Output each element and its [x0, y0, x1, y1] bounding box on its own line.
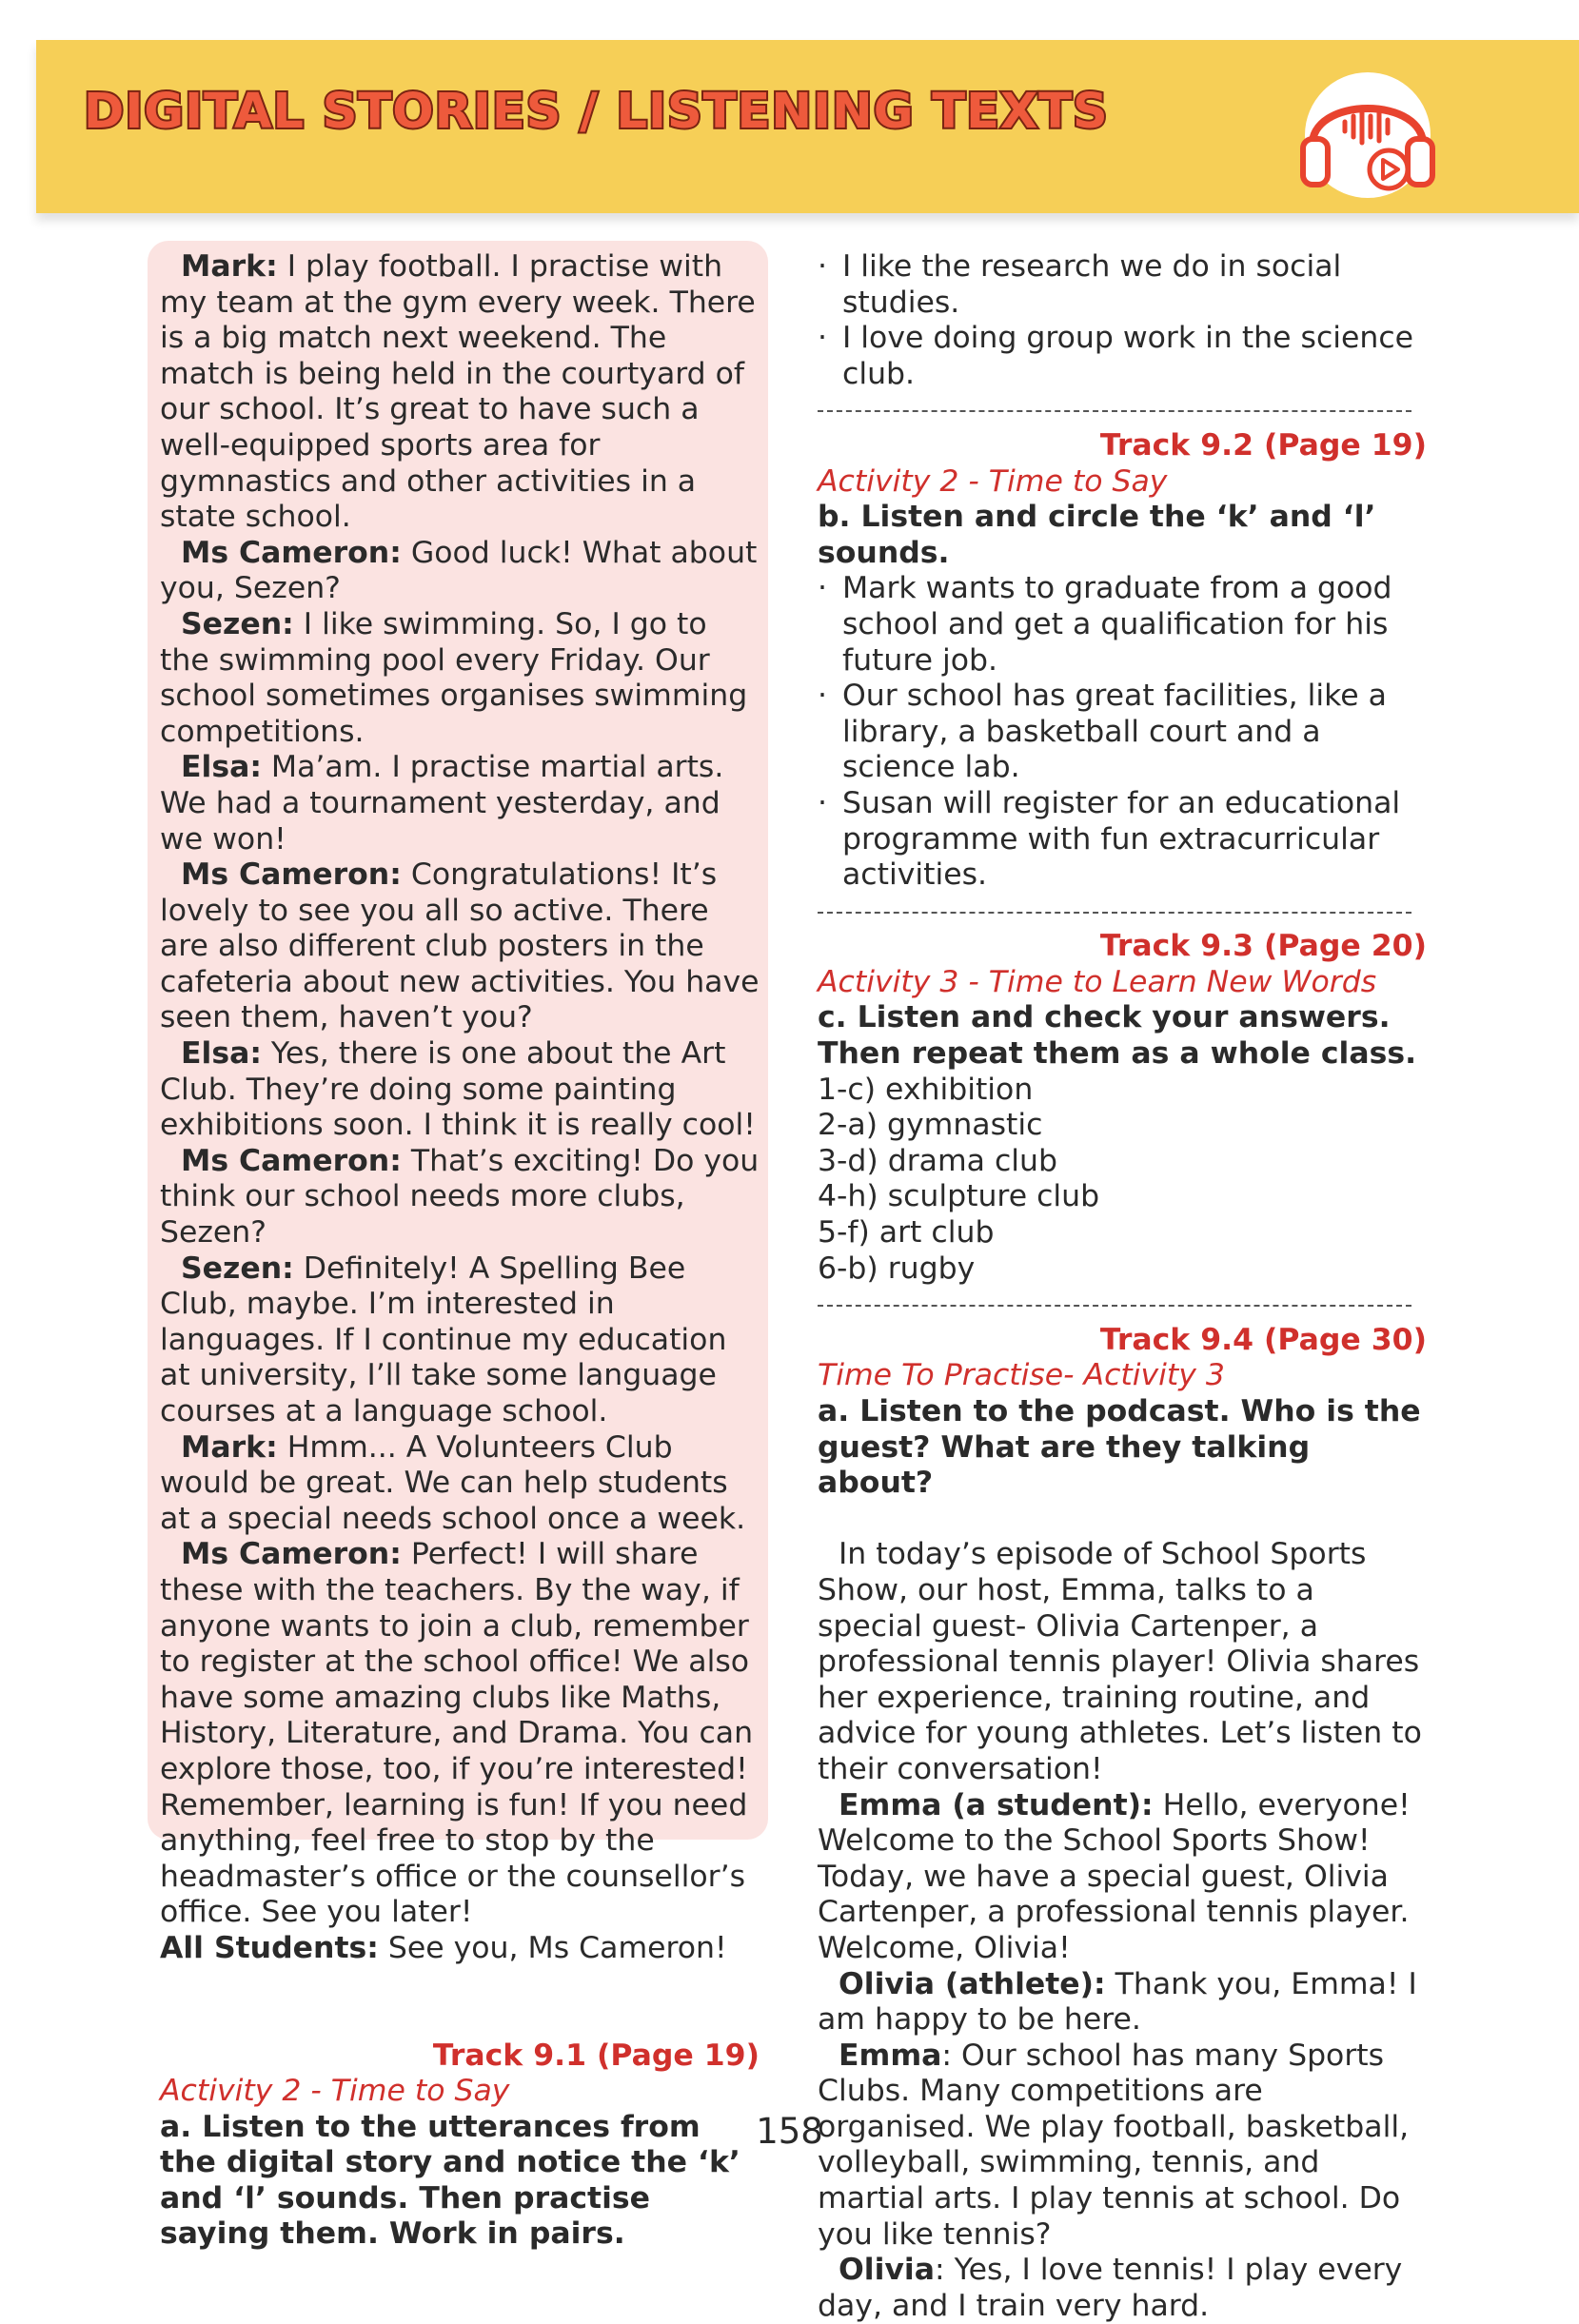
speaker-name: Emma: [839, 2038, 942, 2073]
activity-title: Activity 3 - Time to Learn New Words: [818, 964, 1377, 999]
story-text: Perfect! I will share these with the teachers. By the way, if anyone wants to join a club, remember to register at the school office! We also have some amazing clubs like Maths, History, Literature, and Drama. You can explore those, too, if you’re interested! Remember, learning is fun! If you need anything, feel free to stop by the headmaster’s office or the counsellor’s office. See you later!: [160, 1537, 754, 1930]
track-label: Track 9.1 (Page 19): [432, 2038, 760, 2073]
story-line: [160, 1144, 760, 1251]
speaker-name: Ms Cameron:: [181, 1537, 402, 1572]
story-line: [160, 1931, 760, 1967]
activity-title: Activity 2 - Time to Say: [160, 2074, 510, 2109]
dashed-divider: [818, 392, 1427, 428]
speaker-name: Elsa:: [181, 750, 262, 785]
track-label: Track 9.3 (Page 20): [1099, 929, 1427, 964]
page-title: DIGITAL STORIES / LISTENING TEXTS: [84, 84, 1109, 140]
dashed-divider: [818, 894, 1427, 930]
story-text: Congratulations! It’s lovely to see you all so active. There are also different club posters in the cafeteria about new activities. You have seen them, haven’t you?: [160, 857, 760, 1035]
story-line: [818, 1788, 1427, 1967]
answer-item: 2-a) gymnastic: [818, 1108, 1043, 1143]
story-line: [160, 1251, 760, 1430]
answer-item: 1-c) exhibition: [818, 1072, 1034, 1107]
story-text: I play football. I practise with my team at the gym every week. There is a big match next weekend. The match is being held in the courtyard of our school. It’s great to have such a well-equipped sports area for gymnastics and other activities in a state school.: [160, 249, 756, 535]
story-line: [160, 857, 760, 1036]
speaker-name: All Students:: [160, 1930, 379, 1965]
story-text: I like swimming. So, I go to the swimming pool every Friday. Our school sometimes organises swimming competitions.: [160, 606, 748, 749]
activity-title: Time To Practise- Activity 3: [818, 1358, 1225, 1393]
list-item: · Our school has great facilities, like a library, a basketball court and a science lab.: [818, 679, 1387, 785]
speaker-name: Mark:: [181, 249, 278, 284]
story-line: [160, 1430, 760, 1538]
story-text: See you, Ms Cameron!: [378, 1930, 727, 1965]
speaker-name: Olivia: [839, 2253, 935, 2288]
speaker-name: Elsa:: [181, 1036, 262, 1072]
story-text: Definitely! A Spelling Bee Club, maybe. I’m interested in languages. If I continue my education at university, I’ll take some language courses at a language school.: [160, 1251, 727, 1428]
headphone-play-icon: [1290, 61, 1451, 204]
activity-instruction: a. Listen to the podcast. Who is the guest? What are they talking about?: [818, 1394, 1421, 1501]
list-item: · Susan will register for an educational programme with fun extracurricular activities.: [818, 785, 1401, 893]
speaker-name: Olivia (athlete):: [839, 1966, 1106, 2001]
story-line: [160, 607, 760, 750]
podcast-intro: In today’s episode of School Sports Show, our host, Emma, talks to a special guest- Olivia Cartenper, a professional tennis player! Olivia shares her experience, training routine, and advice for young athletes. Let’s listen to their conversation!: [818, 1537, 1422, 1786]
answer-item: 4-h) sculpture club: [818, 1179, 1100, 1214]
answer-item: 3-d) drama club: [818, 1143, 1057, 1178]
left-column: [160, 249, 760, 2253]
story-line: [160, 1036, 760, 1144]
story-line: [160, 750, 760, 857]
story-text: Thank you, Emma! I am happy to be here.: [818, 1966, 1417, 2038]
story-text: Good luck! What about you, Sezen?: [160, 535, 758, 606]
page-number: 158: [756, 2111, 823, 2152]
speaker-name: Ms Cameron:: [181, 1143, 402, 1178]
story-text: Hmm... A Volunteers Club would be great. We can help students at a special needs school once a week.: [160, 1429, 746, 1536]
speaker-name: Ms Cameron:: [181, 857, 402, 893]
story-text: That’s exciting! Do you think our school needs more clubs, Sezen?: [160, 1143, 760, 1251]
story-text: : Yes, I love tennis! I play every day, and I train very hard.: [818, 2253, 1403, 2323]
speaker-name: Sezen:: [181, 1251, 294, 1286]
answer-item: 6-b) rugby: [818, 1251, 976, 1286]
dashed-divider: [818, 1287, 1427, 1323]
speaker-name: Mark:: [181, 1429, 278, 1465]
story-line: [818, 2253, 1427, 2324]
activity-instruction: b. Listen and circle the ‘k’ and ‘l’ sounds.: [818, 500, 1376, 570]
right-column: [818, 249, 1427, 2324]
story-text: : Our school has many Sports Clubs. Many competitions are organised. We play football, basketball, volleyball, swimming, tennis, and martial arts. I play tennis at school. Do you like tennis?: [818, 2038, 1410, 2252]
list-item: · I love doing group work in the science club.: [818, 321, 1414, 391]
list-item: · Mark wants to graduate from a good school and get a qualification for his future job.: [818, 571, 1392, 678]
activity-instruction: a. Listen to the utterances from the digital story and notice the ‘k’ and ‘l’ sounds. Then practise saying them. Work in pairs.: [160, 2109, 740, 2252]
story-text: Yes, there is one about the Art Club. They’re doing some painting exhibitions soon. I think it is really cool!: [160, 1036, 756, 1143]
story-text: Hello, everyone! Welcome to the School Sports Show! Today, we have a special guest, Olivia Cartenper, a professional tennis player. Welcome, Olivia!: [818, 1787, 1411, 1965]
list-item: · I like the research we do in social studies.: [818, 249, 1342, 320]
story-line: [160, 249, 760, 536]
speaker-name: Ms Cameron:: [181, 535, 402, 570]
track-label: Track 9.2 (Page 19): [1099, 427, 1427, 463]
speaker-name: Emma (a student):: [839, 1787, 1154, 1822]
activity-instruction: c. Listen and check your answers. Then repeat them as a whole class.: [818, 1000, 1417, 1072]
activity-title: Activity 2 - Time to Say: [818, 463, 1168, 499]
track-label: Track 9.4 (Page 30): [1099, 1322, 1427, 1357]
story-line: [818, 1967, 1427, 2038]
story-line: [160, 536, 760, 607]
story-line: [160, 1537, 760, 1931]
story-text: Ma’am. I practise martial arts. We had a tournament yesterday, and we won!: [160, 750, 724, 857]
answer-item: 5-f) art club: [818, 1215, 995, 1251]
speaker-name: Sezen:: [181, 606, 294, 641]
